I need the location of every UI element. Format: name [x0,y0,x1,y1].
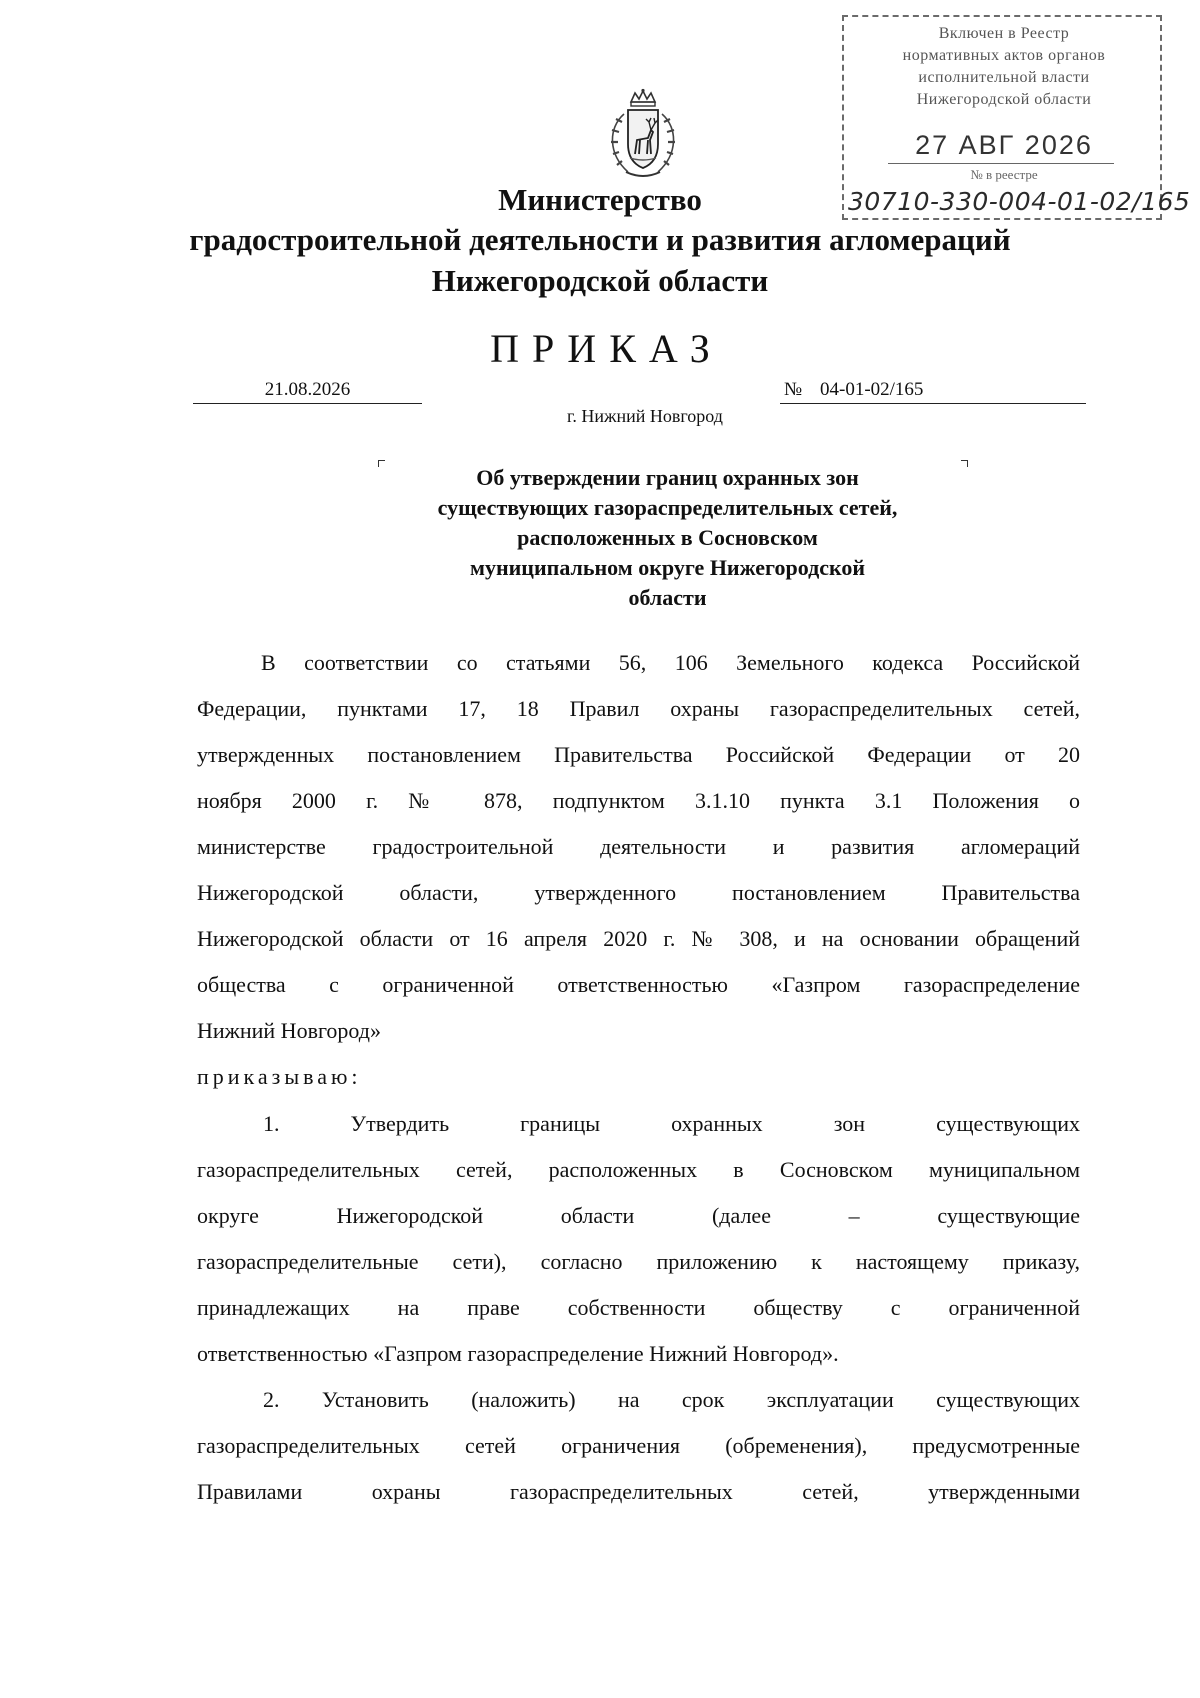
body-line: ответственностью «Газпром газораспределение Нижний Новгород». [197,1341,839,1366]
subject-line: Об утверждении границ охранных зон [476,465,859,490]
subject-line: существующих газораспределительных сетей, [437,495,898,520]
document-date: 21.08.2026 [193,377,422,404]
body-line: министерстве градостроительной деятельности и развития агломераций [197,834,1080,859]
ministry-title: Министерство [498,182,702,217]
body-line: 1. Утвердить границы охранных зон существующих [263,1111,1080,1136]
body-line: округе Нижегородской области (далее – существующие [197,1203,1080,1228]
stamp-date: 27 АВГ 2026 [915,130,1093,160]
document-number: 04-01-02/165 [820,379,924,400]
body-line: общества с ограниченной ответственностью «Газпром газораспределение [197,972,1080,997]
stamp-line: исполнительной власти [918,69,1090,86]
body-line: газораспределительных сетей, расположенных в Сосновском муниципальном [197,1157,1080,1182]
body-line: Нижегородской области, утвержденного постановлением Правительства [197,880,1080,905]
coat-of-arms-icon [598,88,688,180]
body-line: газораспределительных сетей ограничения (обременения), предусмотренные [197,1433,1080,1458]
body-line: Нижний Новгород» [197,1018,381,1043]
subject-line: расположенных в Сосновском [517,525,818,550]
body-line: В соответствии со статьями 56, 106 Земельного кодекса Российской [261,650,1080,675]
number-sign: № [784,379,803,400]
document-number-field [780,377,1086,404]
body-line: ноября 2000 г. № 878, подпунктом 3.1.10 пункта 3.1 Положения о [197,788,1080,813]
stamp-line: нормативных актов органов [902,47,1106,64]
body-line: Правилами охраны газораспределительных сетей, утвержденными [197,1479,1080,1504]
stamp-rule [888,163,1114,164]
ministry-title: градостроительной деятельности и развития агломераций [189,222,1011,257]
city: г. Нижний Новгород [567,406,723,426]
order-verb: приказываю: [197,1064,362,1089]
document-type: ПРИКАЗ [490,326,723,371]
body-line: 2. Установить (наложить) на срок эксплуатации существующих [263,1387,1080,1412]
body-line: принадлежащих на праве собственности обществу с ограниченной [197,1295,1080,1320]
subject-line: муниципальном округе Нижегородской [469,555,866,580]
stamp-registry-number: 30710-330-004-01-02/165 [848,187,1191,216]
stamp-sub-label: № в реестре [970,167,1038,182]
stamp-line: Нижегородской области [916,91,1092,108]
body-line: утвержденных постановлением Правительства Российской Федерации от 20 [197,742,1080,767]
body-line: Нижегородской области от 16 апреля 2020 г. № 308, и на основании обращений [197,926,1080,951]
ministry-title: Нижегородской области [431,263,769,298]
stamp-line: Включен в Реестр [938,25,1070,42]
body-line: газораспределительные сети), согласно приложению к настоящему приказу, [197,1249,1080,1274]
subject-line: области [628,585,707,610]
body-line: Федерации, пунктами 17, 18 Правил охраны газораспределительных сетей, [197,696,1080,721]
